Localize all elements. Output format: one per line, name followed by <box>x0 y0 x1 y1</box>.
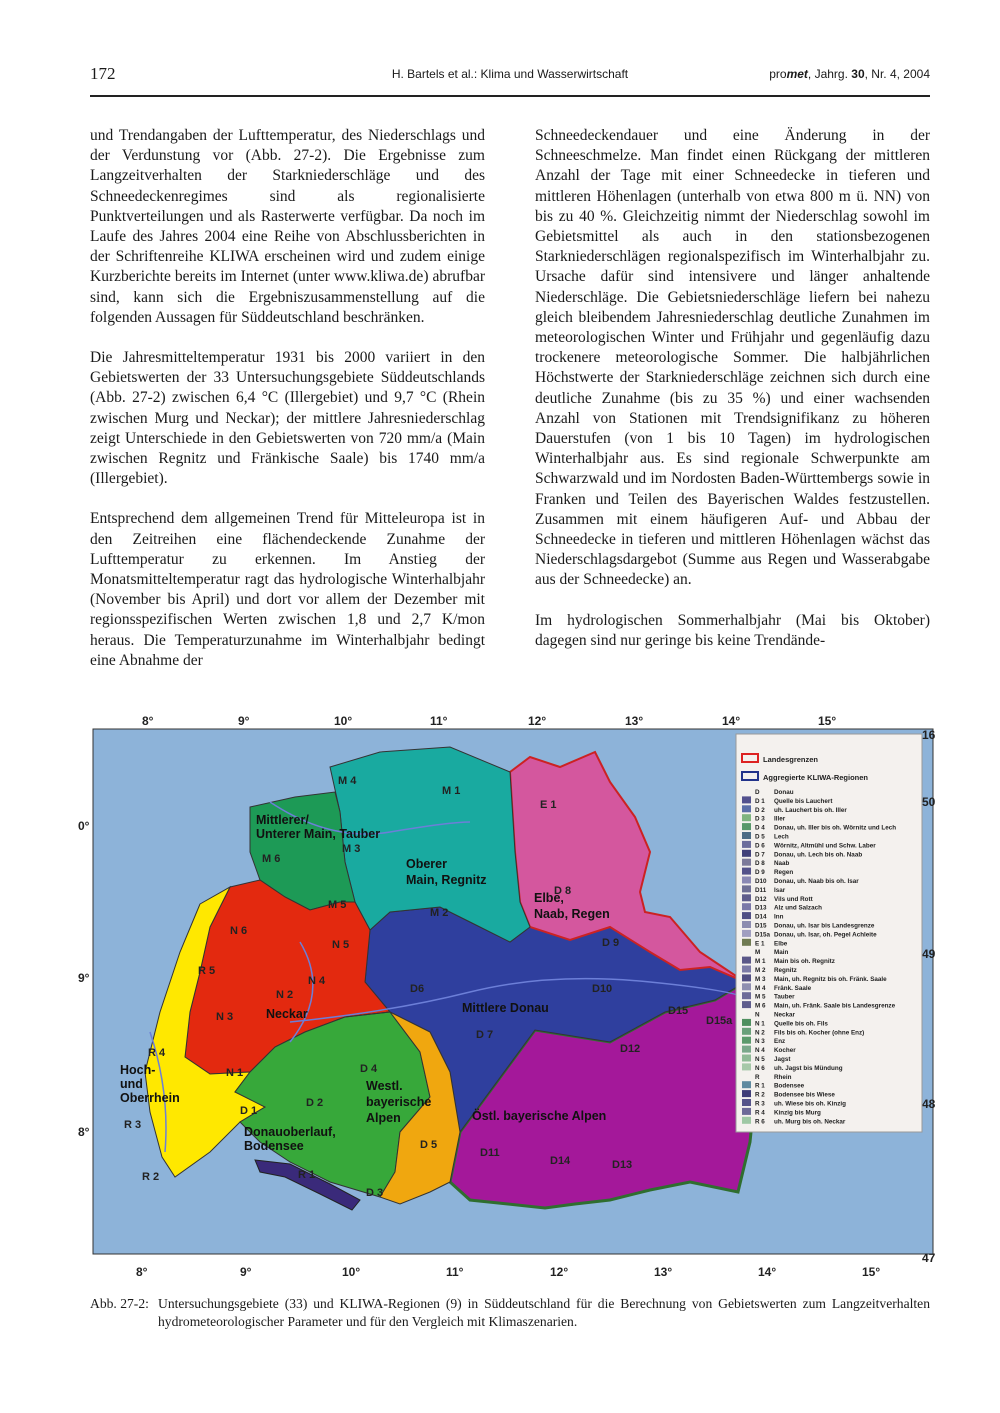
legend-text: uh. Jagst bis Mündung <box>774 1064 843 1072</box>
kliwa-region-map <box>78 712 936 1282</box>
top-tick: 11° <box>430 714 448 728</box>
bottom-tick: 15° <box>862 1265 881 1279</box>
journal-name-pre: pro <box>769 67 787 81</box>
legend-text: Donau <box>774 789 794 796</box>
legend-code: M 3 <box>755 975 766 983</box>
left-tick: 9° <box>78 971 90 985</box>
label-mittlerer-main: Unterer Main, Tauber <box>256 827 381 841</box>
code-label: N 6 <box>230 925 248 937</box>
code-label: N 1 <box>226 1067 244 1079</box>
label-elbe: Elbe, <box>534 891 564 905</box>
legend-text: Kinzig bis Murg <box>774 1109 821 1117</box>
legend-code: D 1 <box>755 797 765 805</box>
label-westl-alpen: bayerische <box>366 1095 432 1109</box>
legend-swatch <box>742 1090 751 1097</box>
legend-swatch <box>742 894 751 901</box>
legend-code: R 2 <box>755 1091 765 1099</box>
code-label: D 8 <box>554 885 572 897</box>
legend-code: M 1 <box>755 958 766 966</box>
legend-text: Main bis oh. Regnitz <box>774 958 835 966</box>
legend-swatch <box>742 877 751 884</box>
legend-swatch <box>742 1081 751 1088</box>
label-oestl-alpen: Östl. bayerische Alpen <box>472 1109 607 1123</box>
code-label: R 2 <box>142 1171 160 1183</box>
code-label: M 4 <box>338 775 357 787</box>
right-tick: 49 <box>922 947 936 961</box>
label-oberer-main: Oberer <box>406 857 447 871</box>
code-label: N 5 <box>332 939 350 951</box>
code-label: M 5 <box>328 899 347 911</box>
legend-text: Neckar <box>774 1011 796 1019</box>
legend-swatch <box>742 1063 751 1070</box>
bottom-tick: 12° <box>550 1265 569 1279</box>
legend-code: D 3 <box>755 815 765 823</box>
legend-text: Regnitz <box>774 967 797 974</box>
legend-code: N 3 <box>755 1038 765 1046</box>
legend-text: Inn <box>774 913 784 921</box>
legend-text: Donau, uh. Lech bis oh. Naab <box>774 851 863 859</box>
label-oberer-main: Main, Regnitz <box>406 873 487 887</box>
running-title: H. Bartels et al.: Klima und Wasserwirtschaft <box>391 67 629 81</box>
legend-code: N 2 <box>755 1029 765 1037</box>
code-label: D12 <box>620 1043 641 1055</box>
legend-code: N 5 <box>755 1056 765 1063</box>
legend-swatch <box>742 974 751 981</box>
legend-code: N 4 <box>755 1047 765 1055</box>
left-tick: 0° <box>78 819 90 833</box>
legend-code: M 4 <box>755 984 766 992</box>
legend-swatch <box>742 841 751 848</box>
legend-code: N 6 <box>755 1064 765 1072</box>
legend-text: Bodensee <box>774 1082 805 1090</box>
legend-region-label: Aggregierte KLIWA-Regionen <box>763 773 869 782</box>
legend-swatch <box>742 1108 751 1115</box>
legend-code: M 5 <box>755 993 766 1001</box>
legend-text: Elbe <box>774 940 788 948</box>
legend-swatch <box>742 912 751 919</box>
legend-swatch <box>742 903 751 910</box>
code-label: D14 <box>550 1155 571 1167</box>
running-header <box>90 64 930 88</box>
label-westl-alpen: Alpen <box>366 1111 401 1125</box>
legend-code: M 2 <box>755 967 766 974</box>
legend-swatch <box>742 992 751 999</box>
bottom-tick: 11° <box>446 1265 464 1279</box>
legend-text: Donau, uh. Isar bis Landesgrenze <box>774 922 875 930</box>
legend-swatch <box>742 1028 751 1035</box>
legend-text: Enz <box>774 1038 786 1046</box>
legend-code: D 7 <box>755 851 765 859</box>
legend-text: Wörnitz, Altmühl und Schw. Laber <box>774 842 876 850</box>
legend-border-label: Landesgrenzen <box>763 755 819 764</box>
bottom-tick: 14° <box>758 1265 777 1279</box>
legend-text: uh. Lauchert bis oh. Iller <box>774 806 847 814</box>
code-label: D15a <box>706 1015 733 1027</box>
legend-text: uh. Murg bis oh. Neckar <box>774 1118 846 1126</box>
legend-code: D 6 <box>755 842 765 850</box>
top-tick: 13° <box>625 714 644 728</box>
code-label: N 4 <box>308 975 326 987</box>
legend-swatch <box>742 1117 751 1124</box>
legend-swatch <box>742 930 751 937</box>
legend-swatch <box>742 814 751 821</box>
legend-swatch <box>742 868 751 875</box>
legend-swatch <box>742 805 751 812</box>
label-westl-alpen: Westl. <box>366 1079 403 1093</box>
legend-text: Iller <box>774 815 786 823</box>
caption-label: Abb. 27-2: <box>90 1296 149 1311</box>
journal-reference <box>769 67 930 81</box>
legend-text: Jagst <box>774 1056 791 1063</box>
code-label: M 1 <box>442 785 461 797</box>
legend-text: Naab <box>774 860 790 868</box>
legend-code: D12 <box>755 895 767 903</box>
legend-swatch <box>742 939 751 946</box>
legend-text: Main, uh. Regnitz bis oh. Fränk. Saale <box>774 975 887 983</box>
top-tick: 9° <box>238 714 250 728</box>
top-tick: 14° <box>722 714 741 728</box>
label-hochrhein: und <box>120 1077 143 1091</box>
label-mittlerer-main: Mittlerer/ <box>256 813 309 827</box>
legend-text: uh. Wiese bis oh. Kinzig <box>774 1100 847 1108</box>
code-label: D 2 <box>306 1097 324 1109</box>
legend-code: R 6 <box>755 1118 765 1126</box>
label-neckar: Neckar <box>266 1007 308 1021</box>
legend-code: D13 <box>755 904 767 912</box>
bottom-tick: 8° <box>136 1265 148 1279</box>
legend-text: Main, uh. Fränk. Saale bis Landesgrenze <box>774 1002 896 1010</box>
code-label: D 3 <box>366 1187 384 1199</box>
top-tick: 10° <box>334 714 353 728</box>
right-column <box>535 126 930 671</box>
code-label: M 3 <box>342 843 361 855</box>
legend-swatch <box>742 921 751 928</box>
code-label: D 7 <box>476 1029 494 1041</box>
code-label: D 1 <box>240 1105 258 1117</box>
legend-code: D 4 <box>755 824 765 832</box>
right-tick: 48 <box>922 1097 936 1111</box>
legend-code: D14 <box>755 913 767 921</box>
legend-swatch <box>742 1055 751 1062</box>
label-donau-bodensee: Bodensee <box>244 1139 304 1153</box>
code-label: M 6 <box>262 853 281 865</box>
legend-text: Bodensee bis Wiese <box>774 1091 835 1099</box>
legend-swatch <box>742 957 751 964</box>
code-label: R 5 <box>198 965 216 977</box>
left-column <box>90 126 485 691</box>
paragraph: Entsprechend dem allgemeinen Trend für Mitteleuropa ist in den Zeitreihen eine flächendeckende Zunahme der Lufttemperatur zu erkennen. Im Anstieg der Monatsmitteltemperatur ragt das hydrologische Winterhalbjahr (November bis April) und dort vor allem der Dezember mit regionsspezifischen Werten zwischen 1,8 und 2,7 K/mon heraus. Die Temperaturzunahme im Winterhalbjahr bedingt eine Abnahme der <box>90 510 485 669</box>
code-label: D6 <box>410 983 425 995</box>
legend-swatch <box>742 983 751 990</box>
legend-code: D11 <box>755 886 767 894</box>
legend-swatch <box>742 1046 751 1053</box>
legend-text: Alz und Salzach <box>774 904 822 912</box>
legend-code: M <box>755 949 761 957</box>
left-tick: 8° <box>78 1125 90 1139</box>
top-tick: 15° <box>818 714 837 728</box>
legend-code: R 3 <box>755 1100 765 1108</box>
legend-text: Isar <box>774 886 786 894</box>
legend-code: N 1 <box>755 1020 765 1028</box>
map-legend <box>736 734 922 1132</box>
legend-text: Quelle bis Lauchert <box>774 797 833 805</box>
legend-code: R 1 <box>755 1082 765 1090</box>
legend-text: Kocher <box>774 1047 796 1055</box>
label-elbe: Naab, Regen <box>534 907 610 921</box>
legend-code: N <box>755 1011 760 1019</box>
legend-swatch <box>742 796 751 803</box>
code-label: D15 <box>668 1005 689 1017</box>
legend-text: Donau, uh. Iller bis oh. Wörnitz und Lech <box>774 824 897 832</box>
code-label: D11 <box>480 1147 500 1159</box>
journal-issue: , Nr. 4, 2004 <box>864 67 930 81</box>
code-label: D 4 <box>360 1063 378 1075</box>
legend-swatch <box>742 832 751 839</box>
legend-swatch <box>742 850 751 857</box>
paragraph: und Trendangaben der Lufttemperatur, des Niederschlags und der Verdunstung vor (Abb. 27-2). Die Ergebnisse zum Langzeitverhalten der Starkniederschläge und des Schneedeckenregimes sind als regionalisierte Punktverteilungen und als Rasterwerte verfügbar. Da noch im Laufe des Jahres 2004 eine Reihe von Abschlussberichten in der Schriftenreihe KLIWA erscheinen wird und zudem einige Kurzberichte bereits im Internet (unter www.kliwa.de) abrufbar sind, kann sich die Ergebniszusammenstellung auf die folgenden Aussagen für Süddeutschland beschränken. <box>90 127 485 326</box>
code-label: R 3 <box>124 1119 142 1131</box>
code-label: D 5 <box>420 1139 438 1151</box>
label-hochrhein: Hoch- <box>120 1063 156 1077</box>
code-label: N 2 <box>276 989 294 1001</box>
legend-text: Tauber <box>774 993 795 1001</box>
figure-caption <box>90 1295 930 1331</box>
code-label: R 4 <box>148 1047 166 1059</box>
legend-code: D15 <box>755 922 767 930</box>
legend-swatch <box>742 1001 751 1008</box>
legend-text: Donau, uh. Isar, oh. Pegel Achleite <box>774 931 877 939</box>
legend-code: D 9 <box>755 869 765 877</box>
legend-text: Donau, uh. Naab bis oh. Isar <box>774 878 859 885</box>
legend-swatch <box>742 1037 751 1044</box>
legend-text: Fränk. Saale <box>774 984 812 992</box>
top-tick: 8° <box>142 714 154 728</box>
label-mittlere-donau: Mittlere Donau <box>462 1001 549 1015</box>
legend-text: Quelle bis oh. Fils <box>774 1020 828 1028</box>
legend-code: M 6 <box>755 1002 766 1010</box>
code-label: N 3 <box>216 1011 234 1023</box>
legend-text: Rhein <box>774 1073 792 1081</box>
right-tick: 50 <box>922 795 936 809</box>
code-label: D 9 <box>602 937 620 949</box>
journal-year-label: , Jahrg. <box>807 67 852 81</box>
code-label: D13 <box>612 1159 633 1171</box>
header-rule <box>90 95 930 97</box>
caption-text: Untersuchungsgebiete (33) und KLIWA-Regionen (9) in Süddeutschland für die Berechnung von Gebietswerten zum Langzeitverhalten hydrometeorologischer Parameter und für den Vergleich mit Klimaszenarien. <box>158 1296 930 1329</box>
legend-text: Fils bis oh. Kocher (ohne Enz) <box>774 1029 865 1037</box>
bottom-tick: 9° <box>240 1265 252 1279</box>
page-number: 172 <box>90 64 116 83</box>
legend-code: D 5 <box>755 833 765 841</box>
legend-code: D 8 <box>755 860 765 868</box>
bottom-tick: 10° <box>342 1265 361 1279</box>
right-tick: 47 <box>922 1251 936 1265</box>
legend-code: D <box>755 789 760 796</box>
legend-text: Regen <box>774 869 794 877</box>
legend-swatch <box>742 1099 751 1106</box>
code-label: D10 <box>592 983 613 995</box>
code-label: E 1 <box>540 799 557 811</box>
legend-code: D 2 <box>755 806 765 814</box>
code-label: R 1 <box>298 1169 316 1181</box>
bottom-tick: 13° <box>654 1265 673 1279</box>
top-tick: 12° <box>528 714 547 728</box>
legend-swatch <box>742 1019 751 1026</box>
label-donau-bodensee: Donauoberlauf, <box>244 1125 336 1139</box>
legend-text: Lech <box>774 833 789 841</box>
legend-code: D10 <box>755 878 767 885</box>
legend-code: E 1 <box>755 940 765 948</box>
paragraph: Die Jahresmitteltemperatur 1931 bis 2000 variiert in den Gebietswerten der 33 Untersuchungsgebiete Süddeutschlands (Abb. 27-2) zwischen 6,4 °C (Illergebiet) und 9,7 °C (Rhein zwischen Murg und Neckar); der mittlere Jahresniederschlag zeigt Unterschiede in den Gebietswerten von 720 mm/a (Main zwischen Regnitz und Fränkische Saale) bis 1740 mm/a (Illergebiet). <box>90 349 485 488</box>
legend-swatch <box>742 966 751 973</box>
legend-swatch <box>742 859 751 866</box>
code-label: M 2 <box>430 907 449 919</box>
paragraph: Im hydrologischen Sommerhalbjahr (Mai bis Oktober) dagegen sind nur geringe bis keine Trendände- <box>535 611 930 649</box>
legend-code: D15a <box>755 931 771 939</box>
right-tick: 16 <box>922 728 936 742</box>
paragraph: Schneedeckendauer und eine Änderung in der Schneeschmelze. Man findet einen Rückgang der mittleren Anzahl der Tage mit einer Schneedecke in tieferen und mittleren Höhenlagen (unterhalb von etwa 800 m ü. NN) von bis zu 40 %. Gleichzeitig nimmt der Niederschlag sowohl im Gebietsmittel als auch in den stationsbezogenen Starkniederschlägen regionalspezifisch im Winterhalbjahr zu. Ursache dafür sind intensivere und länger anhaltende Niederschläge. Die Gebietsniederschläge liefern bei nahezu gleich bleibendem Jahresniederschlag deutliche Zunahmen im meteorologischen Winter und Frühjahr und gegenläufig dazu trockenere meteorologische Sommer. Die halbjährlichen Höchstwerte der Starkniederschläge zeichnen sich durch eine deutliche Zunahme (bis zu 35 %) und einer wachsenden Anzahl von Stationen mit Trendsignifikanz zu höheren Dauerstufen (von 1 bis 10 Tagen) im hydrologischen Winterhalbjahr aus. Es sind regionale Schwerpunkte am Schwarzwald und im Nordosten Baden-Württembergs sowie in Franken und Teilen des Bayerischen Waldes festzustellen. Zusammen mit einem häufigeren Auf- und Abbau der Schneedecke in tieferen und mittleren Höhenlagen wächst das Niederschlagsdargebot (Summe aus Regen und Wasserabgabe aus der Schneedecke) an. <box>535 127 930 589</box>
legend-text: Main <box>774 949 789 957</box>
legend-text: Vils und Rott <box>774 895 813 903</box>
legend-swatch <box>742 885 751 892</box>
legend-code: R 4 <box>755 1109 765 1117</box>
legend-code: R <box>755 1073 760 1081</box>
legend-swatch <box>742 823 751 830</box>
journal-name-italic: met <box>786 67 808 81</box>
label-hochrhein: Oberrhein <box>120 1091 180 1105</box>
journal-volume: 30 <box>851 67 865 81</box>
